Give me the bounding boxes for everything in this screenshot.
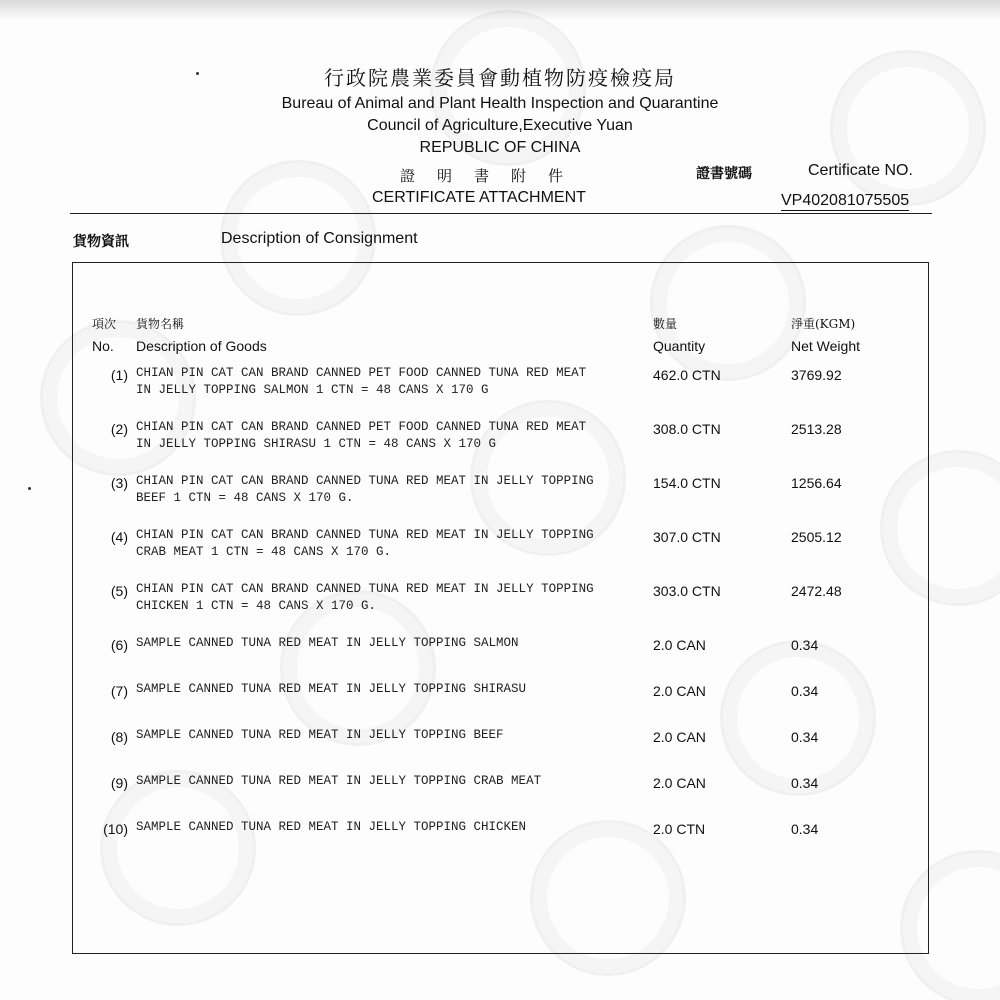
column-header-qty: Quantity: [653, 338, 706, 354]
row-number: (3): [110, 475, 128, 491]
attachment-title-zh: 證明書附件: [400, 167, 586, 185]
row-quantity: 2.0 CAN: [653, 775, 706, 791]
scan-shadow: [0, 0, 1000, 20]
certificate-number-label-en: Certificate NO.: [808, 162, 913, 179]
consignment-label-zh: 貨物資訊: [73, 234, 129, 250]
row-number: (2): [110, 421, 128, 437]
row-description: SAMPLE CANNED TUNA RED MEAT IN JELLY TOPPING CRAB MEAT: [136, 774, 542, 788]
row-description: CHIAN PIN CAT CAN BRAND CANNED PET FOOD CANNED TUNA RED MEAT IN JELLY TOPPING SHIRASU 1 CTN = 48 CANS X 170 G: [136, 420, 587, 451]
certificate-number-value: VP402081075505: [781, 192, 910, 209]
row-description: SAMPLE CANNED TUNA RED MEAT IN JELLY TOPPING SHIRASU: [136, 682, 527, 696]
attachment-title-en: CERTIFICATE ATTACHMENT: [372, 189, 586, 206]
column-header-desc: Description of Goods: [136, 338, 267, 354]
row-number: (6): [110, 637, 128, 653]
row-net-weight: 2505.12: [791, 529, 842, 545]
column-header-no-zh: 項次: [92, 317, 117, 331]
row-number: (8): [110, 729, 128, 745]
agency-title-en: Bureau of Animal and Plant Health Inspection and Quarantine: [281, 95, 719, 112]
row-net-weight: 0.34: [791, 729, 819, 745]
row-number: (4): [110, 529, 128, 545]
row-description: SAMPLE CANNED TUNA RED MEAT IN JELLY TOPPING BEEF: [136, 728, 504, 742]
row-net-weight: 2472.48: [791, 583, 842, 599]
row-quantity: 308.0 CTN: [653, 421, 721, 437]
header-divider: [70, 213, 932, 214]
row-description: CHIAN PIN CAT CAN BRAND CANNED TUNA RED MEAT IN JELLY TOPPING CRAB MEAT 1 CTN = 48 CANS X 170 G.: [136, 528, 594, 559]
row-description: SAMPLE CANNED TUNA RED MEAT IN JELLY TOPPING SALMON: [136, 636, 519, 650]
row-quantity: 154.0 CTN: [653, 475, 721, 491]
row-number: (10): [103, 821, 128, 837]
country-title: REPUBLIC OF CHINA: [419, 139, 581, 156]
row-quantity: 2.0 CAN: [653, 637, 706, 653]
agency-title-zh: 行政院農業委員會動植物防疫檢疫局: [324, 66, 676, 90]
row-quantity: 462.0 CTN: [653, 367, 721, 383]
row-number: (5): [110, 583, 128, 599]
row-net-weight: 1256.64: [791, 475, 842, 491]
column-header-qty-zh: 數量: [653, 317, 678, 331]
row-net-weight: 0.34: [791, 775, 819, 791]
column-header-no: No.: [92, 338, 114, 354]
row-number: (9): [110, 775, 128, 791]
consignment-label-en: Description of Consignment: [221, 230, 418, 247]
row-quantity: 2.0 CTN: [653, 821, 706, 837]
row-description: CHIAN PIN CAT CAN BRAND CANNED PET FOOD CANNED TUNA RED MEAT IN JELLY TOPPING SALMON 1 CTN = 48 CANS X 170 G: [136, 366, 587, 397]
certificate-number-label-zh: 證書號碼: [696, 166, 752, 182]
row-description: CHIAN PIN CAT CAN BRAND CANNED TUNA RED MEAT IN JELLY TOPPING BEEF 1 CTN = 48 CANS X 170 G.: [136, 474, 594, 505]
column-header-desc-zh: 貨物名稱: [136, 317, 185, 331]
row-quantity: 303.0 CTN: [653, 583, 721, 599]
row-net-weight: 3769.92: [791, 367, 842, 383]
row-net-weight: 0.34: [791, 821, 819, 837]
row-net-weight: 2513.28: [791, 421, 842, 437]
row-net-weight: 0.34: [791, 683, 819, 699]
row-number: (7): [110, 683, 128, 699]
column-header-weight: Net Weight: [791, 338, 860, 354]
row-description: SAMPLE CANNED TUNA RED MEAT IN JELLY TOPPING CHICKEN: [136, 820, 527, 834]
row-quantity: 2.0 CAN: [653, 683, 706, 699]
row-number: (1): [110, 367, 128, 383]
row-description: CHIAN PIN CAT CAN BRAND CANNED TUNA RED MEAT IN JELLY TOPPING CHICKEN 1 CTN = 48 CANS X 170 G.: [136, 582, 594, 613]
council-title: Council of Agriculture,Executive Yuan: [367, 117, 633, 134]
scan-speck: [28, 487, 31, 490]
row-quantity: 2.0 CAN: [653, 729, 706, 745]
row-quantity: 307.0 CTN: [653, 529, 721, 545]
column-header-weight-zh: 淨重(KGM): [791, 317, 856, 331]
row-net-weight: 0.34: [791, 637, 819, 653]
